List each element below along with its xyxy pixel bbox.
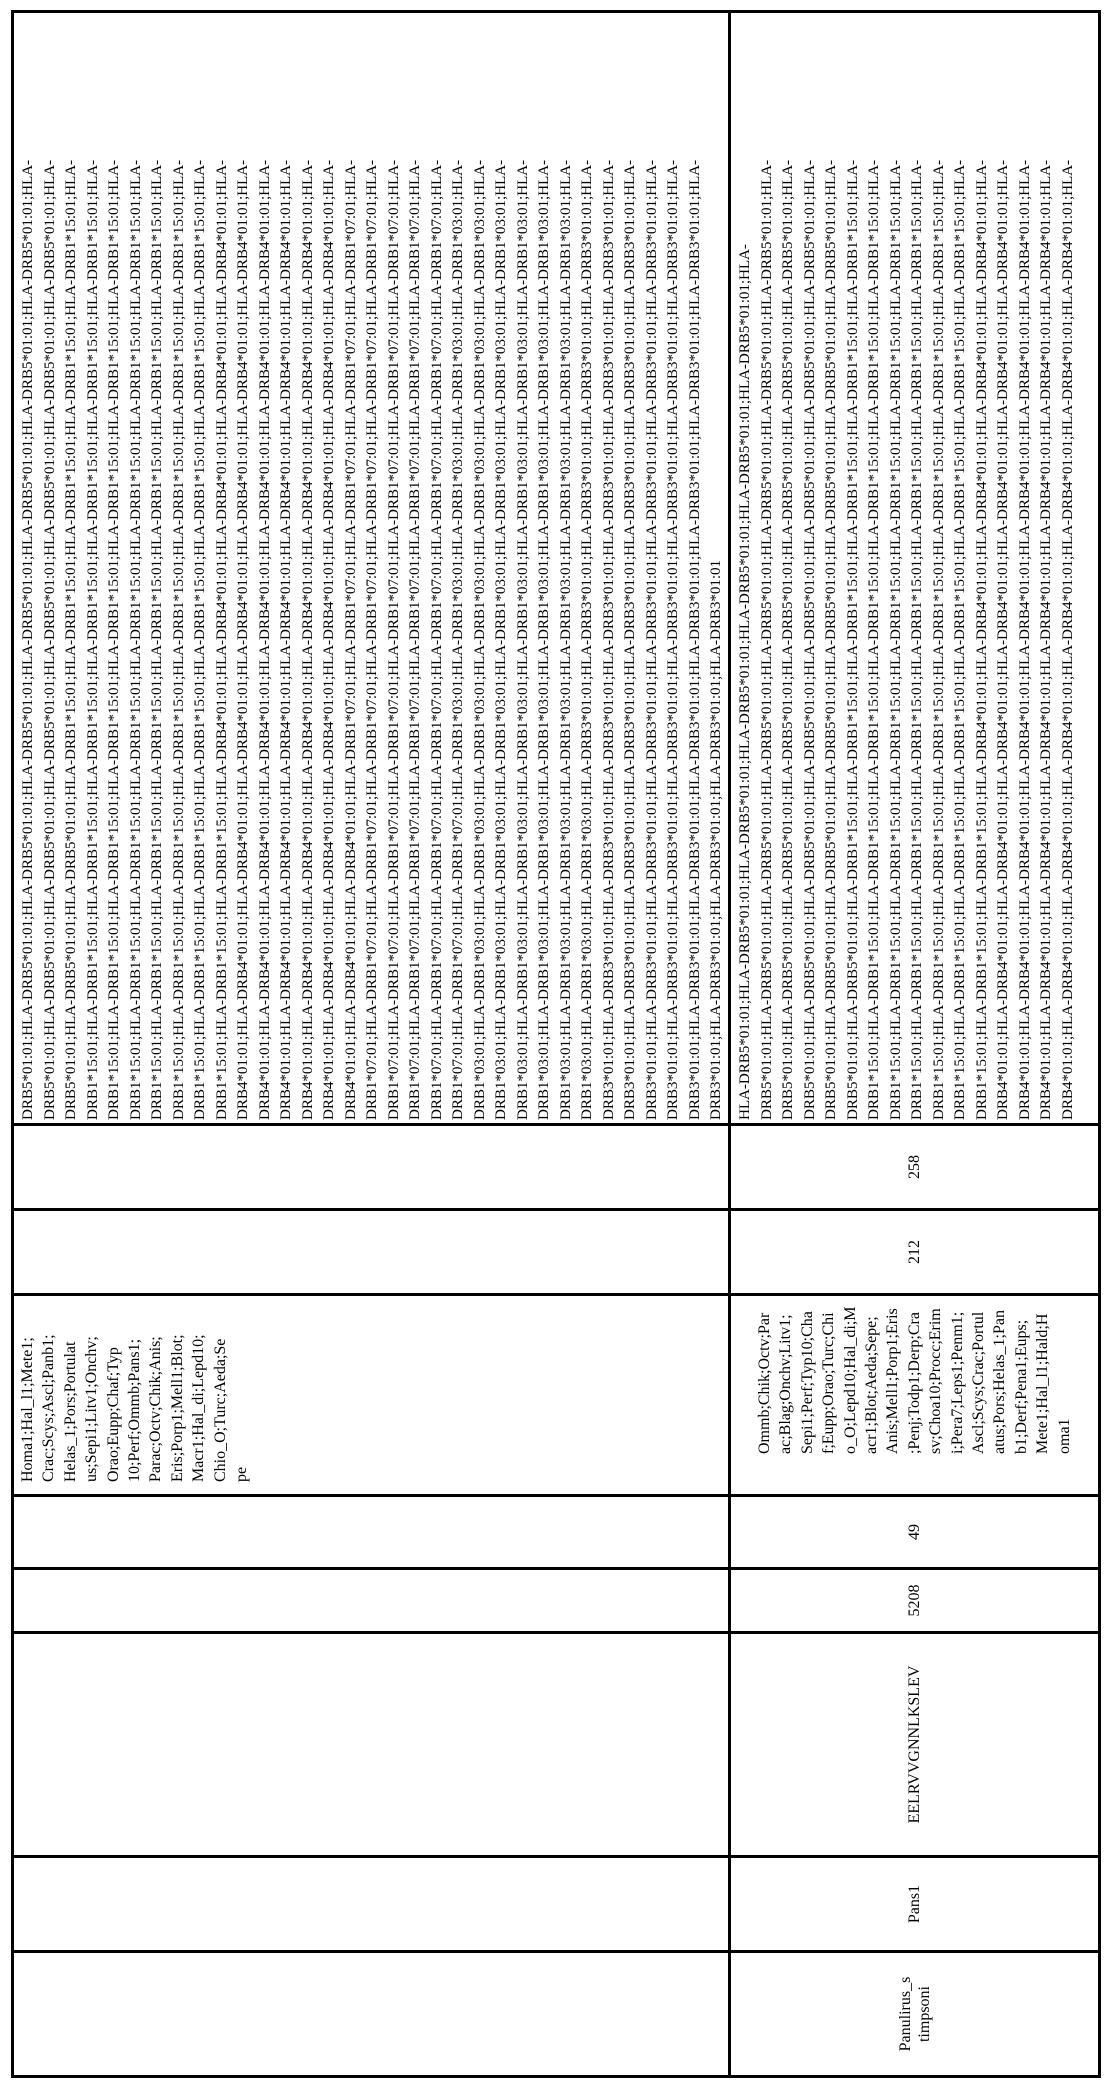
count-cell <box>13 1496 730 1569</box>
hla-allele-line: DRB1*07:01;HLA-DRB1*07:01;HLA-DRB1*07:01;HLA-DRB1*07:01;HLA-DRB1*07:01;HLA-DRB1*07:01;HLA-DRB1*07:01;HLA-DRB1*07:01;HLA- <box>383 13 405 1120</box>
hla-allele-line: DRB1*15:01;HLA-DRB1*15:01;HLA-DRB1*15:01;HLA-DRB1*15:01;HLA-DRB1*15:01;HLA-DRB1*15:01;HLA-DRB1*15:01;HLA-DRB1*15:01;HLA- <box>125 13 147 1120</box>
hla-allele-line: DRB1*15:01;HLA-DRB1*15:01;HLA-DRB1*15:01;HLA-DRB1*15:01;HLA-DRB1*15:01;HLA-DRB1*15:01;HLA-DRB1*15:01;HLA-DRB1*15:01;HLA- <box>863 13 885 1120</box>
hla-allele-line: DRB4*01:01;HLA-DRB4*01:01;HLA-DRB4*01:01;HLA-DRB4*01:01;HLA-DRB4*01:01;HLA-DRB4*01:01;HLA-DRB4*01:01;HLA-DRB4*01:01;HLA- <box>275 13 297 1120</box>
species-list-line: 10;Perf;Ommb;Pans1; <box>124 1296 145 1482</box>
hla-allele-lines <box>734 13 1078 1120</box>
peptide-id-cell <box>13 1857 730 1952</box>
hla-allele-line: DRB3*01:01;HLA-DRB3*01:01;HLA-DRB3*01:01;HLA-DRB3*01:01;HLA-DRB3*01:01;HLA-DRB3*01:01;HLA-DRB3*01:01;HLA-DRB3*01:01;HLA- <box>662 13 684 1120</box>
hla-allele-line: DRB5*01:01;HLA-DRB5*01:01;HLA-DRB5*01:01;HLA-DRB5*01:01;HLA-DRB5*01:01;HLA-DRB5*01:01;HLA-DRB5*01:01;HLA-DRB5*01:01;HLA- <box>39 13 61 1120</box>
hla-allele-line: DRB1*15:01;HLA-DRB1*15:01;HLA-DRB1*15:01;HLA-DRB4*01:01;HLA-DRB4*01:01;HLA-DRB4*01:01;HLA-DRB4*01:01;HLA-DRB4*01:01;HLA- <box>211 13 233 1120</box>
hla-allele-line: DRB4*01:01;HLA-DRB4*01:01;HLA-DRB4*01:01;HLA-DRB4*01:01;HLA-DRB4*01:01;HLA-DRB4*01:01;HLA-DRB4*01:01;HLA-DRB4*01:01;HLA- <box>1057 13 1079 1120</box>
hla-allele-line: DRB1*15:01;HLA-DRB1*15:01;HLA-DRB1*15:01;HLA-DRB1*15:01;HLA-DRB1*15:01;HLA-DRB1*15:01;HLA-DRB1*15:01;HLA-DRB1*15:01;HLA- <box>146 13 168 1120</box>
hla-allele-line: DRB5*01:01;HLA-DRB5*01:01;HLA-DRB5*01:01;HLA-DRB5*01:01;HLA-DRB5*01:01;HLA-DRB5*01:01;HLA-DRB5*01:01;HLA-DRB5*01:01;HLA- <box>17 13 39 1120</box>
hla-allele-line: DRB1*03:01;HLA-DRB1*03:01;HLA-DRB1*03:01;HLA-DRB1*03:01;HLA-DRB1*03:01;HLA-DRB1*03:01;HLA-DRB1*03:01;HLA-DRB1*03:01;HLA- <box>555 13 577 1120</box>
species-list-lines <box>754 1296 1075 1454</box>
hla-allele-line: DRB5*01:01;HLA-DRB5*01:01;HLA-DRB5*01:01;HLA-DRB5*01:01;HLA-DRB5*01:01;HLA-DRB5*01:01;HLA-DRB5*01:01;HLA-DRB5*01:01;HLA- <box>820 13 842 1120</box>
count-cell: 49 <box>730 1496 1100 1569</box>
species-list-line: Crac;Scys;Ascl;Panb1; <box>38 1296 59 1482</box>
sequence-cell <box>13 1633 730 1857</box>
document-page <box>0 0 1110 2081</box>
species-list-lines <box>17 1296 252 1482</box>
species-list-line: o_O;Lepd10;Hal_di;M <box>840 1296 861 1454</box>
species-list-line: Orao;Eupp;Chaf;Typ <box>103 1296 124 1482</box>
species-list-line: Ommb;Chik;Octv;Par <box>754 1296 775 1454</box>
count-cell <box>13 1210 730 1295</box>
hla-allele-line: DRB4*01:01;HLA-DRB4*01:01;HLA-DRB4*01:01;HLA-DRB1*07:01;HLA-DRB1*07:01;HLA-DRB1*07:01;HLA-DRB1*07:01;HLA-DRB1*07:01;HLA- <box>340 13 362 1120</box>
species-name-line: timpsoni <box>915 1953 934 2075</box>
hla-allele-line: DRB3*01:01;HLA-DRB3*01:01;HLA-DRB3*01:01;HLA-DRB3*01:01;HLA-DRB3*01:01;HLA-DRB3*01:01;HLA-DRB3*01:01;HLA-DRB3*01:01;HLA- <box>619 13 641 1120</box>
species-list-line: atus;Pors;Helas_1;Pan <box>989 1296 1010 1454</box>
count-cell: 5208 <box>730 1569 1100 1633</box>
species-list-line: Anis;Mell1;Porp1;Eris <box>882 1296 903 1454</box>
species-list-line: b1;Derf;Pena1;Eups; <box>1011 1296 1032 1454</box>
hla-allele-line: DRB5*01:01;HLA-DRB5*01:01;HLA-DRB5*01:01;HLA-DRB5*01:01;HLA-DRB5*01:01;HLA-DRB5*01:01;HLA-DRB5*01:01;HLA-DRB5*01:01;HLA- <box>799 13 821 1120</box>
hla-allele-line: DRB5*01:01;HLA-DRB5*01:01;HLA-DRB5*01:01;HLA-DRB1*15:01;HLA-DRB1*15:01;HLA-DRB1*15:01;HLA-DRB1*15:01;HLA-DRB1*15:01;HLA- <box>60 13 82 1120</box>
hla-allele-line: DRB4*01:01;HLA-DRB4*01:01;HLA-DRB4*01:01;HLA-DRB4*01:01;HLA-DRB4*01:01;HLA-DRB4*01:01;HLA-DRB4*01:01;HLA-DRB4*01:01;HLA- <box>318 13 340 1120</box>
species-list-line: Chio_O;Turc;Aeda;Se <box>210 1296 231 1482</box>
hla-allele-lines <box>17 13 727 1120</box>
species-name-line: Panulirus_s <box>896 1953 915 2075</box>
hla-allele-line: DRB5*01:01;HLA-DRB5*01:01;HLA-DRB5*01:01;HLA-DRB5*01:01;HLA-DRB5*01:01;HLA-DRB5*01:01;HLA-DRB5*01:01;HLA-DRB5*01:01;HLA- <box>756 13 778 1120</box>
hla-allele-line: DRB1*07:01;HLA-DRB1*07:01;HLA-DRB1*07:01;HLA-DRB1*07:01;HLA-DRB1*07:01;HLA-DRB1*07:01;HLA-DRB1*07:01;HLA-DRB1*07:01;HLA- <box>426 13 448 1120</box>
species-list-line: f;Eupp;Orao;Turc;Chi <box>818 1296 839 1454</box>
hla-allele-line: DRB1*15:01;HLA-DRB1*15:01;HLA-DRB1*15:01;HLA-DRB1*15:01;HLA-DRB1*15:01;HLA-DRB1*15:01;HLA-DRB1*15:01;HLA-DRB1*15:01;HLA- <box>103 13 125 1120</box>
hla-allele-line: DRB1*15:01;HLA-DRB1*15:01;HLA-DRB1*15:01;HLA-DRB1*15:01;HLA-DRB1*15:01;HLA-DRB1*15:01;HLA-DRB1*15:01;HLA-DRB1*15:01;HLA- <box>885 13 907 1120</box>
species-list-line: ;Penj;Todp1;Derp;Cra <box>904 1296 925 1454</box>
peptide-id-cell: Pans1 <box>730 1857 1100 1952</box>
hla-allele-line: DRB1*15:01;HLA-DRB1*15:01;HLA-DRB1*15:01;HLA-DRB1*15:01;HLA-DRB1*15:01;HLA-DRB1*15:01;HLA-DRB1*15:01;HLA-DRB1*15:01;HLA- <box>189 13 211 1120</box>
hla-allele-line: DRB1*15:01;HLA-DRB1*15:01;HLA-DRB1*15:01;HLA-DRB1*15:01;HLA-DRB1*15:01;HLA-DRB1*15:01;HLA-DRB1*15:01;HLA-DRB1*15:01;HLA- <box>949 13 971 1120</box>
species-list-line: Homa1;Hal_l1;Mete1; <box>17 1296 38 1482</box>
hla-allele-line: DRB5*01:01;HLA-DRB5*01:01;HLA-DRB1*15:01;HLA-DRB1*15:01;HLA-DRB1*15:01;HLA-DRB1*15:01;HLA-DRB1*15:01;HLA-DRB1*15:01;HLA- <box>842 13 864 1120</box>
table-row <box>730 12 1100 2077</box>
species-list-line: oma1 <box>1054 1296 1075 1454</box>
species-list-line: Parac;Octv;Chik;Anis; <box>145 1296 166 1482</box>
count-cell <box>13 1125 730 1210</box>
hla-allele-line: DRB3*01:01;HLA-DRB3*01:01;HLA-DRB3*01:01;HLA-DRB3*01:01;HLA-DRB3*01:01;HLA-DRB3*01:01;HLA-DRB3*01:01;HLA-DRB3*01:01;HLA- <box>598 13 620 1120</box>
species-list-line: Helas_1;Pors;Portulat <box>60 1296 81 1482</box>
hla-allele-line: DRB1*03:01;HLA-DRB1*03:01;HLA-DRB1*03:01;HLA-DRB3*01:01;HLA-DRB3*01:01;HLA-DRB3*01:01;HLA-DRB3*01:01;HLA-DRB3*01:01;HLA- <box>576 13 598 1120</box>
species-list-line: acr1;Blot;Aeda;Sepe; <box>861 1296 882 1454</box>
species-list-line: Ascl;Scys;Crac;Portul <box>968 1296 989 1454</box>
hla-allele-line: DRB1*15:01;HLA-DRB1*15:01;HLA-DRB1*15:01;HLA-DRB1*15:01;HLA-DRB1*15:01;HLA-DRB1*15:01;HLA-DRB1*15:01;HLA-DRB1*15:01;HLA- <box>928 13 950 1120</box>
hla-allele-line: DRB5*01:01;HLA-DRB5*01:01;HLA-DRB5*01:01;HLA-DRB5*01:01;HLA-DRB5*01:01;HLA-DRB5*01:01;HLA-DRB5*01:01;HLA-DRB5*01:01;HLA- <box>777 13 799 1120</box>
species-list-line: us;Sepi1;Litv1;Onchv; <box>81 1296 102 1482</box>
hla-alleles-cell <box>13 12 730 1125</box>
hla-allele-line: HLA-DRB5*01:01;HLA-DRB5*01:01;HLA-DRB5*01:01;HLA-DRB5*01:01;HLA-DRB5*01:01;HLA-DRB5*01:01;HLA-DRB5*01:01;HLA- <box>734 13 756 1120</box>
hla-allele-line: DRB4*01:01;HLA-DRB4*01:01;HLA-DRB4*01:01;HLA-DRB4*01:01;HLA-DRB4*01:01;HLA-DRB4*01:01;HLA-DRB4*01:01;HLA-DRB4*01:01;HLA- <box>254 13 276 1120</box>
species-list-line: ac;Blag;Onchv;Litv1; <box>775 1296 796 1454</box>
rotated-table-container <box>0 0 1110 2081</box>
table-row-continued <box>13 12 730 2077</box>
hla-allele-line: DRB3*01:01;HLA-DRB3*01:01;HLA-DRB3*01:01;HLA-DRB3*01:01;HLA-DRB3*01:01;HLA-DRB3*01:01;HLA-DRB3*01:01;HLA-DRB3*01:01;HLA- <box>641 13 663 1120</box>
species-list-line: Macr1;Hal_di;Lepd10; <box>188 1296 209 1482</box>
count-cell: 258 <box>730 1125 1100 1210</box>
data-table <box>11 10 1101 2078</box>
sequence-cell: EELRVVGNNLKSLEV <box>730 1633 1100 1857</box>
species-list-cell <box>13 1295 730 1496</box>
count-cell <box>13 1569 730 1633</box>
hla-allele-line: DRB4*01:01;HLA-DRB4*01:01;HLA-DRB4*01:01;HLA-DRB4*01:01;HLA-DRB4*01:01;HLA-DRB4*01:01;HLA-DRB4*01:01;HLA-DRB4*01:01;HLA- <box>1014 13 1036 1120</box>
hla-allele-line: DRB1*07:01;HLA-DRB1*07:01;HLA-DRB1*07:01;HLA-DRB1*07:01;HLA-DRB1*07:01;HLA-DRB1*07:01;HLA-DRB1*07:01;HLA-DRB1*07:01;HLA- <box>361 13 383 1120</box>
species-cell <box>13 1952 730 2077</box>
species-list-line: sv;Choa10;Procc;Erim <box>925 1296 946 1454</box>
count-cell: 212 <box>730 1210 1100 1295</box>
hla-allele-line: DRB3*01:01;HLA-DRB3*01:01;HLA-DRB3*01:01;HLA-DRB3*01:01;HLA-DRB3*01:01 <box>705 13 727 1120</box>
hla-allele-line: DRB1*15:01;HLA-DRB1*15:01;HLA-DRB1*15:01;HLA-DRB1*15:01;HLA-DRB1*15:01;HLA-DRB1*15:01;HLA-DRB1*15:01;HLA-DRB1*15:01;HLA- <box>906 13 928 1120</box>
hla-allele-line: DRB4*01:01;HLA-DRB4*01:01;HLA-DRB4*01:01;HLA-DRB4*01:01;HLA-DRB4*01:01;HLA-DRB4*01:01;HLA-DRB4*01:01;HLA-DRB4*01:01;HLA- <box>297 13 319 1120</box>
hla-allele-line: DRB1*07:01;HLA-DRB1*07:01;HLA-DRB1*07:01;HLA-DRB1*07:01;HLA-DRB1*07:01;HLA-DRB1*07:01;HLA-DRB1*07:01;HLA-DRB1*07:01;HLA- <box>404 13 426 1120</box>
hla-allele-line: DRB1*15:01;HLA-DRB1*15:01;HLA-DRB1*15:01;HLA-DRB1*15:01;HLA-DRB1*15:01;HLA-DRB1*15:01;HLA-DRB1*15:01;HLA-DRB1*15:01;HLA- <box>168 13 190 1120</box>
species-list-line: pe <box>231 1296 252 1482</box>
hla-allele-line: DRB1*03:01;HLA-DRB1*03:01;HLA-DRB1*03:01;HLA-DRB1*03:01;HLA-DRB1*03:01;HLA-DRB1*03:01;HLA-DRB1*03:01;HLA-DRB1*03:01;HLA- <box>469 13 491 1120</box>
species-cell <box>730 1952 1100 2077</box>
hla-allele-line: DRB1*03:01;HLA-DRB1*03:01;HLA-DRB1*03:01;HLA-DRB1*03:01;HLA-DRB1*03:01;HLA-DRB1*03:01;HLA-DRB1*03:01;HLA-DRB1*03:01;HLA- <box>512 13 534 1120</box>
hla-allele-line: DRB1*03:01;HLA-DRB1*03:01;HLA-DRB1*03:01;HLA-DRB1*03:01;HLA-DRB1*03:01;HLA-DRB1*03:01;HLA-DRB1*03:01;HLA-DRB1*03:01;HLA- <box>533 13 555 1120</box>
species-list-cell <box>730 1295 1100 1496</box>
hla-allele-line: DRB4*01:01;HLA-DRB4*01:01;HLA-DRB4*01:01;HLA-DRB4*01:01;HLA-DRB4*01:01;HLA-DRB4*01:01;HLA-DRB4*01:01;HLA-DRB4*01:01;HLA- <box>1035 13 1057 1120</box>
hla-allele-line: DRB4*01:01;HLA-DRB4*01:01;HLA-DRB4*01:01;HLA-DRB4*01:01;HLA-DRB4*01:01;HLA-DRB4*01:01;HLA-DRB4*01:01;HLA-DRB4*01:01;HLA- <box>232 13 254 1120</box>
hla-alleles-cell <box>730 12 1100 1125</box>
hla-allele-line: DRB3*01:01;HLA-DRB3*01:01;HLA-DRB3*01:01;HLA-DRB3*01:01;HLA-DRB3*01:01;HLA-DRB3*01:01;HLA-DRB3*01:01;HLA-DRB3*01:01;HLA- <box>684 13 706 1120</box>
hla-allele-line: DRB1*03:01;HLA-DRB1*03:01;HLA-DRB1*03:01;HLA-DRB1*03:01;HLA-DRB1*03:01;HLA-DRB1*03:01;HLA-DRB1*03:01;HLA-DRB1*03:01;HLA- <box>490 13 512 1120</box>
hla-allele-line: DRB4*01:01;HLA-DRB4*01:01;HLA-DRB4*01:01;HLA-DRB4*01:01;HLA-DRB4*01:01;HLA-DRB4*01:01;HLA-DRB4*01:01;HLA-DRB4*01:01;HLA- <box>992 13 1014 1120</box>
hla-allele-line: DRB1*07:01;HLA-DRB1*07:01;HLA-DRB1*07:01;HLA-DRB1*03:01;HLA-DRB1*03:01;HLA-DRB1*03:01;HLA-DRB1*03:01;HLA-DRB1*03:01;HLA- <box>447 13 469 1120</box>
hla-allele-line: DRB1*15:01;HLA-DRB1*15:01;HLA-DRB1*15:01;HLA-DRB4*01:01;HLA-DRB4*01:01;HLA-DRB4*01:01;HLA-DRB4*01:01;HLA-DRB4*01:01;HLA- <box>971 13 993 1120</box>
species-list-line: Eris;Porp1;Mell1;Blot; <box>167 1296 188 1482</box>
hla-allele-line: DRB1*15:01;HLA-DRB1*15:01;HLA-DRB1*15:01;HLA-DRB1*15:01;HLA-DRB1*15:01;HLA-DRB1*15:01;HLA-DRB1*15:01;HLA-DRB1*15:01;HLA- <box>82 13 104 1120</box>
species-list-line: i;Pera7;Leps1;Penm1; <box>947 1296 968 1454</box>
species-list-line: Sepi1;Perf;Typ10;Cha <box>797 1296 818 1454</box>
species-list-line: Mete1;Hal_l1;Hald;H <box>1032 1296 1053 1454</box>
